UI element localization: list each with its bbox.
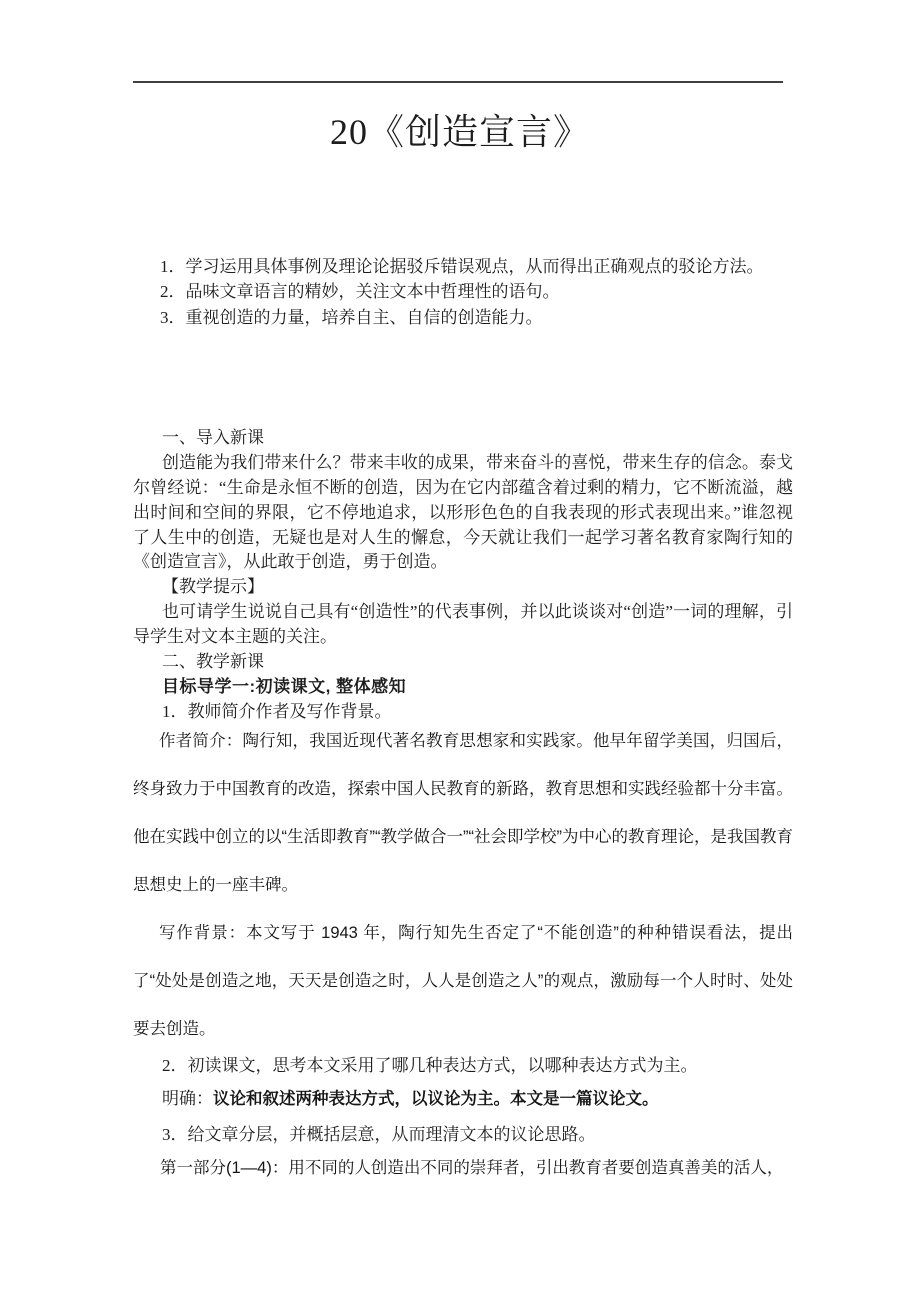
part1-text: 用不同的人创造出不同的崇拜者，引出教育者要创造真善美的活人， [288, 1158, 784, 1177]
step2-line: 2．初读课文，思考本文采用了哪几种表达方式，以哪种表达方式为主。 [162, 1055, 698, 1075]
clarify-label: 明确： [162, 1088, 213, 1108]
part1-summary-line [133, 1155, 793, 1181]
header-rule [133, 81, 783, 83]
part1-label: 第一部分(1—4)： [160, 1158, 289, 1177]
section1-heading: 一、导入新课 [162, 427, 264, 447]
step3-line: 3．给文章分层，并概括层意，从而理清文本的议论思路。 [162, 1124, 596, 1144]
clarify-answer: 议论和叙述两种表达方式，以议论为主。本文是一篇议论文。 [213, 1089, 659, 1108]
section1-intro-paragraph: 创造能为我们带来什么？带来丰收的成果，带来奋斗的喜悦，带来生存的信念。泰戈尔曾经说：“生命是永恒不断的创造，因为在它内部蕴含着过剩的精力，它不断流溢，越出时间和空间的界限，它不停地追求，以形形色色的自我表现的形式表现出来。”谁忽视了人生中的创造，无疑也是对人生的懈怠，今天就让我们一起学习著名教育家陶行知的《创造宣言》，从此敢于创造，勇于创造。 [133, 452, 793, 572]
goal-heading: 目标导学一:初读课文, 整体感知 [162, 676, 407, 696]
objective-item-2: 2．品味文章语言的精妙，关注文本中哲理性的语句。 [160, 282, 560, 302]
teaching-tip-paragraph: 也可请学生说说自己具有“创造性”的代表事例，并以此谈谈对“创造”一词的理解，引导学生对文本主题的关注。 [133, 602, 793, 647]
author-intro-paragraph [133, 717, 793, 909]
objective-item-3: 3．重视创造的力量，培养自主、自信的创造能力。 [160, 307, 543, 327]
objectives-list [133, 254, 793, 330]
objective-item-1: 1．学习运用具体事例及理论论据驳斥错误观点，从而得出正确观点的驳论方法。 [160, 257, 764, 276]
author-intro-text: 陶行知，我国近现代著名教育思想家和实践家。他早年留学美国，归国后，终身致力于中国教育的改造，探索中国人民教育的新路，教育思想和实践经验都十分丰富。他在实践中创立的以“生活即教育”“教学做合一”“社会即学校”为中心的教育理论，是我国教育思想史上的一座丰碑。 [133, 731, 794, 894]
clarify-line [133, 1086, 793, 1112]
document-content [0, 254, 920, 1181]
lesson-body [133, 426, 793, 1181]
teaching-tip-label: 【教学提示】 [162, 577, 264, 597]
writing-background-text: 本文写于 1943 年，陶行知先生否定了“不能创造”的种种错误看法，提出了“处处是创造之地，天天是创造之时，人人是创造之人”的观点，激励每一个人时时、处处要去创造。 [133, 923, 793, 1038]
writing-background-label: 写作背景： [159, 922, 247, 942]
page-title: 20《创造宣言》 [329, 112, 590, 152]
writing-background-paragraph [133, 909, 793, 1053]
section2-heading: 二、教学新课 [162, 652, 264, 672]
step1-line: 1．教师简介作者及写作背景。 [162, 701, 392, 721]
author-intro-label: 作者简介： [159, 730, 243, 750]
